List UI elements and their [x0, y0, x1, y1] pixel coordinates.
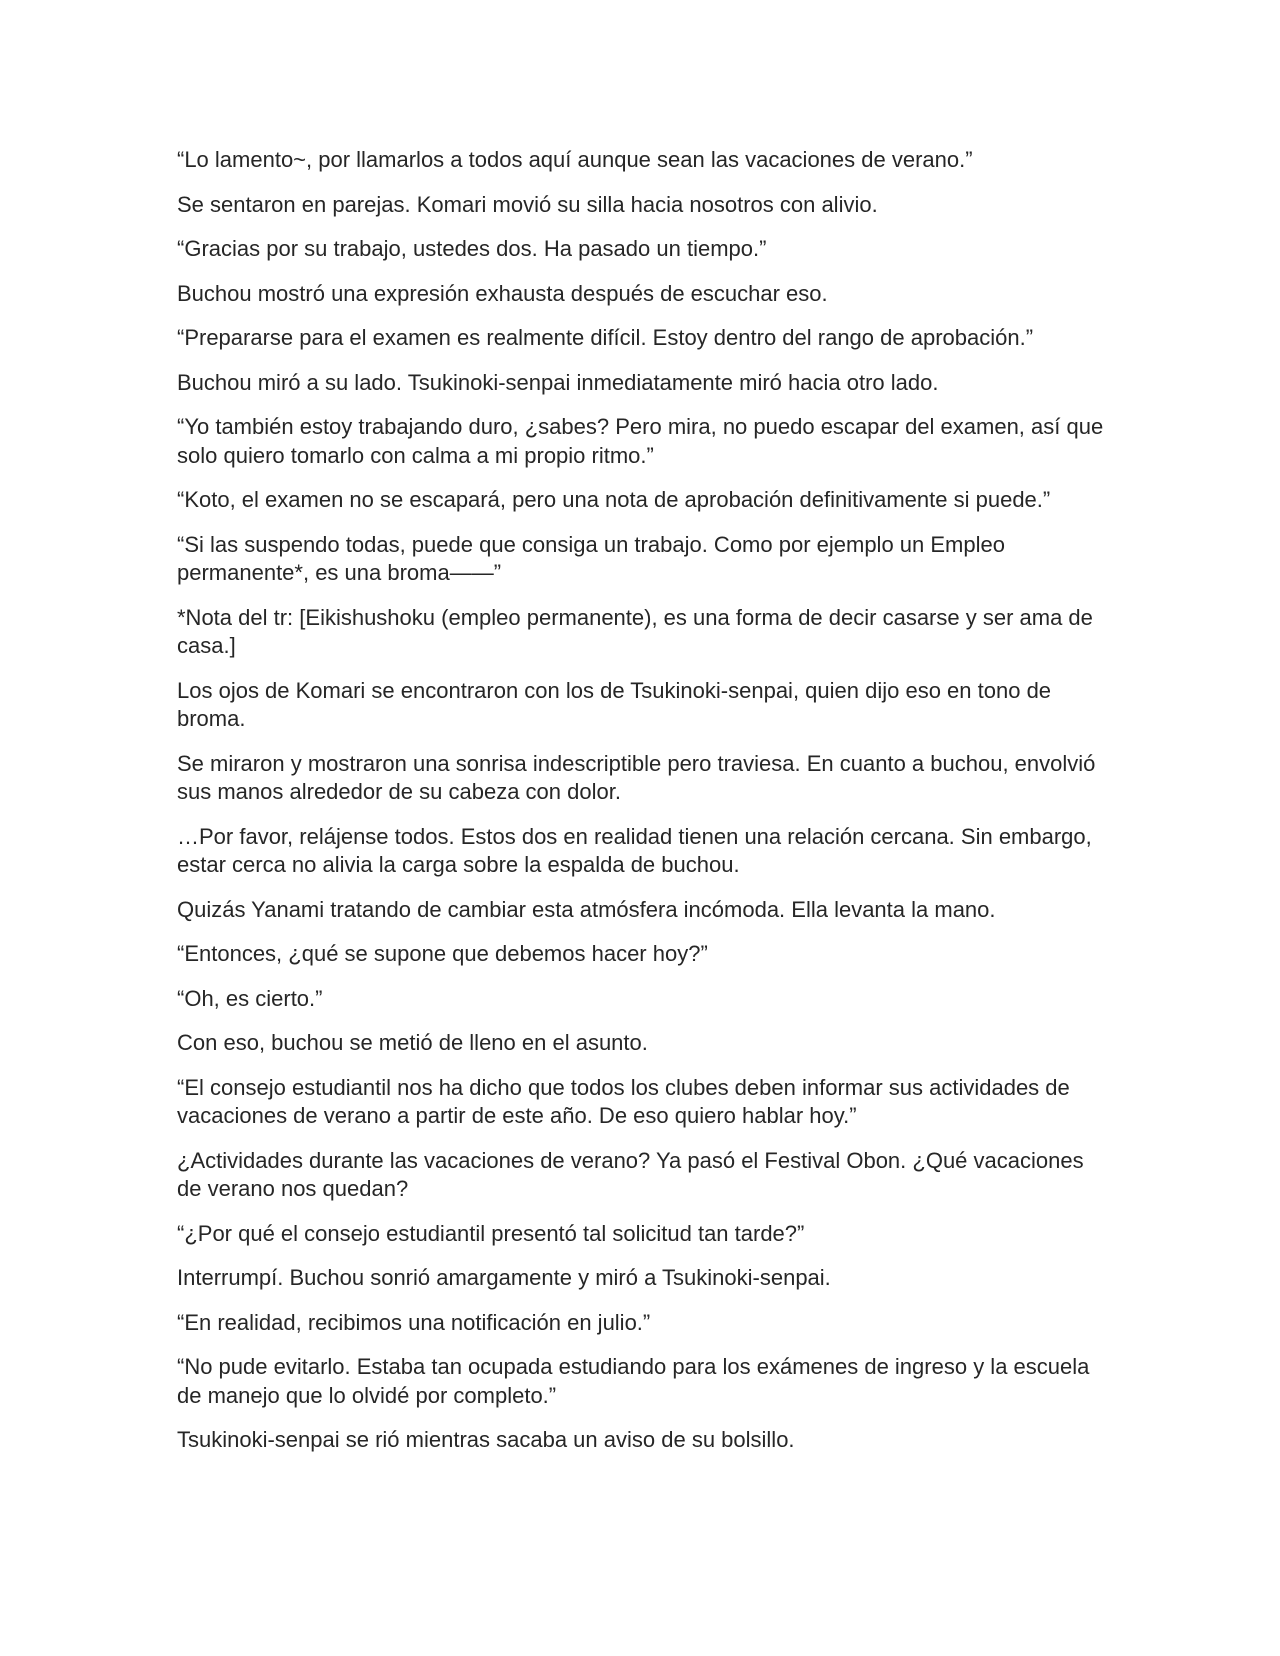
paragraph: “Koto, el examen no se escapará, pero una nota de aprobación definitivamente si puede.” [177, 487, 1051, 512]
paragraph: Los ojos de Komari se encontraron con los de Tsukinoki-senpai, quien dijo eso en tono de broma. [177, 677, 1052, 731]
paragraph: Se miraron y mostraron una sonrisa indescriptible pero traviesa. En cuanto a buchou, envolvió sus manos alrededor de su cabeza con dolor. [177, 750, 1096, 804]
paragraph: “¿Por qué el consejo estudiantil presentó tal solicitud tan tarde?” [177, 1220, 805, 1246]
paragraph: “El consejo estudiantil nos ha dicho que todos los clubes deben informar sus actividades de vacaciones de verano a partir de este año. De eso quiero hablar hoy.” [177, 1074, 1070, 1128]
paragraph: Tsukinoki-senpai se rió mientras sacaba un aviso de su bolsillo. [177, 1427, 795, 1452]
paragraph: “Lo lamento~, por llamarlos a todos aquí aunque sean las vacaciones de verano.” [177, 147, 973, 172]
paragraph: “Prepararse para el examen es realmente difícil. Estoy dentro del rango de aprobación.” [177, 325, 1034, 350]
paragraph: Buchou mostró una expresión exhausta después de escuchar eso. [177, 280, 828, 306]
paragraph: “Si las suspendo todas, puede que consiga un trabajo. Como por ejemplo un Empleo permanente*, es una broma——” [177, 531, 1005, 585]
paragraph: ¿Actividades durante las vacaciones de verano? Ya pasó el Festival Obon. ¿Qué vacaciones de verano nos quedan? [177, 1147, 1084, 1201]
paragraph: “Entonces, ¿qué se supone que debemos hacer hoy?” [177, 941, 708, 966]
paragraph: “Yo también estoy trabajando duro, ¿sabes? Pero mira, no puedo escapar del examen, así que solo quiero tomarlo con calma a mi propio ritmo.” [177, 414, 1104, 468]
paragraph: Con eso, buchou se metió de lleno en el asunto. [177, 1030, 648, 1055]
paragraph: Buchou miró a su lado. Tsukinoki-senpai inmediatamente miró hacia otro lado. [177, 369, 939, 395]
paragraph: …Por favor, relájense todos. Estos dos en realidad tienen una relación cercana. Sin embargo, estar cerca no alivia la carga sobre la espalda de buchou. [177, 823, 1092, 877]
paragraph: Interrumpí. Buchou sonrió amargamente y miró a Tsukinoki-senpai. [177, 1265, 831, 1290]
paragraph: Se sentaron en parejas. Komari movió su silla hacia nosotros con alivio. [177, 191, 878, 217]
paragraph: “No pude evitarlo. Estaba tan ocupada estudiando para los exámenes de ingreso y la escuela de manejo que lo olvidé por completo.” [177, 1354, 1090, 1408]
paragraph: “Oh, es cierto.” [177, 985, 323, 1011]
paragraph: “Gracias por su trabajo, ustedes dos. Ha pasado un tiempo.” [177, 236, 767, 261]
paragraph: “En realidad, recibimos una notificación en julio.” [177, 1309, 651, 1335]
paragraph: Quizás Yanami tratando de cambiar esta atmósfera incómoda. Ella levanta la mano. [177, 896, 996, 922]
document-page [177, 146, 1107, 1471]
translator-note: *Nota del tr: [Eikishushoku (empleo permanente), es una forma de decir casarse y ser ama de casa.] [177, 604, 1093, 658]
